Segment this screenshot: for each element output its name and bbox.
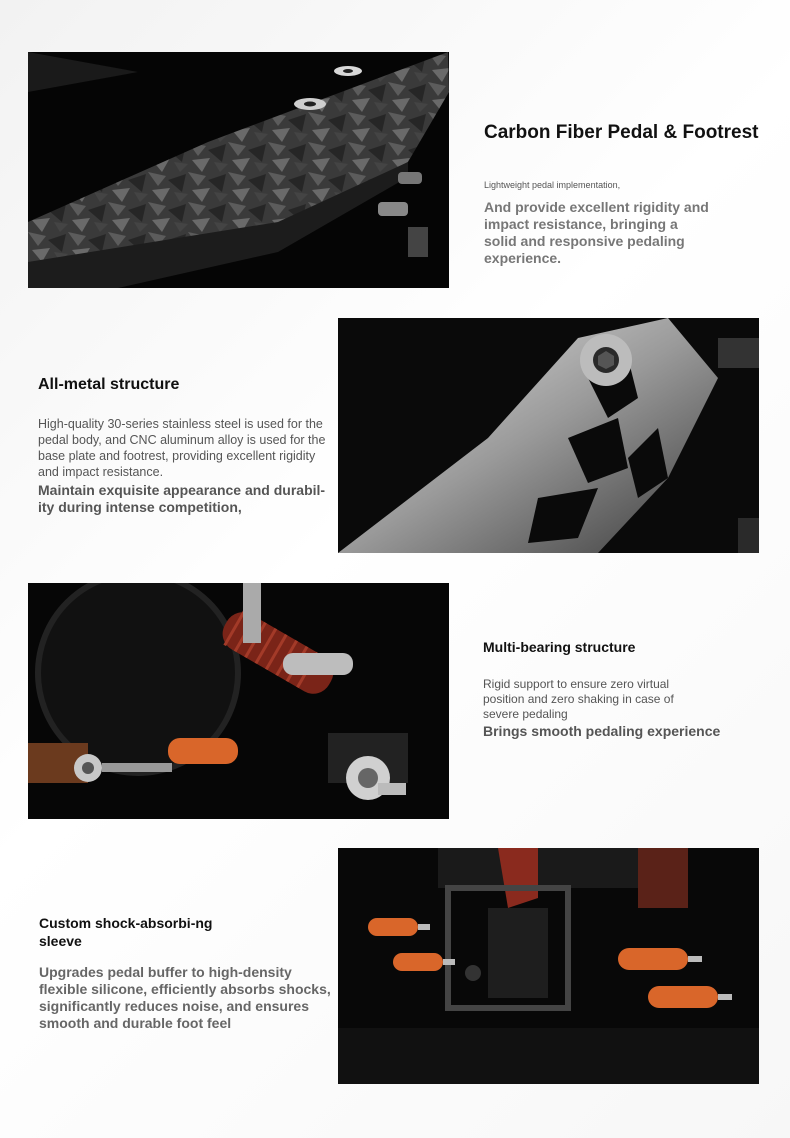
multi-bearing-title: Multi-bearing structure [483, 639, 636, 655]
section-all-metal [38, 376, 336, 516]
carbon-fiber-body: And provide excellent rigidity and impact resistance, bringing a solid and responsive pedaling experience. [484, 199, 709, 266]
shock-sleeve-title: Custom shock-absorbi-ng sleeve [39, 915, 213, 949]
section-carbon-fiber [484, 122, 784, 267]
shock-sleeve-photo [338, 848, 759, 1084]
carbon-fiber-title: Carbon Fiber Pedal & Footrest [484, 122, 759, 143]
shock-sleeve-body: Upgrades pedal buffer to high-density flexible silicone, efficiently absorbs shocks, significantly reduces noise, and ensures smooth and durable foot feel [39, 964, 331, 1031]
all-metal-body: High-quality 30-series stainless steel is used for the pedal body, and CNC aluminum alloy is used for the base plate and footrest, providing excellent rigidity and impact resistance. [38, 417, 326, 479]
carbon-fiber-subtitle: Lightweight pedal implementation, [484, 180, 621, 190]
bearing-structure-photo [28, 583, 449, 819]
all-metal-emphasis: Maintain exquisite appearance and durabil-ity during intense competition, [38, 482, 326, 515]
carbon-fiber-pedal-photo [28, 52, 449, 288]
metal-structure-photo [338, 318, 759, 553]
multi-bearing-body: Rigid support to ensure zero virtual position and zero shaking in case of severe pedaling [483, 677, 674, 721]
section-shock-sleeve [39, 914, 334, 1032]
all-metal-title: All-metal structure [38, 376, 180, 393]
section-multi-bearing [483, 639, 763, 740]
multi-bearing-emphasis: Brings smooth pedaling experience [483, 723, 721, 739]
